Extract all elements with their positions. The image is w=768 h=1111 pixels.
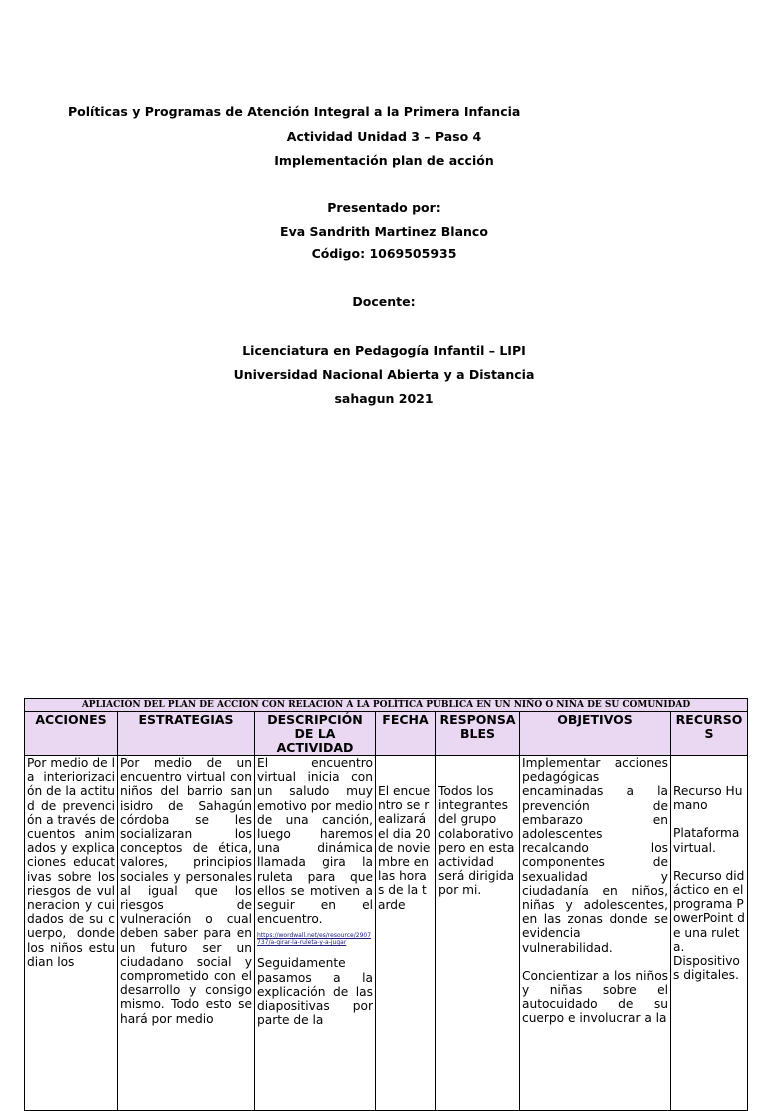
cover-title: Políticas y Programas de Atención Integral a la Primera Infancia xyxy=(68,104,521,119)
author-name: Eva Sandrith Martinez Blanco xyxy=(280,224,488,239)
student-code: Código: 1069505935 xyxy=(311,246,457,261)
responsables-text: Todos los integrantes del grupo colaborativo pero en esta actividad será dirigida por mi. xyxy=(438,784,515,898)
cell-fecha xyxy=(376,756,436,1111)
recursos-text-3: Recurso didáctico en el programa PowerPoint de una ruleta. xyxy=(673,868,745,954)
header-responsables: RESPONSABLES xyxy=(436,712,520,756)
wordwall-link[interactable]: https://wordwall.net/es/resource/2907737/a-girar-la-ruleta-y-a-jugar xyxy=(257,932,372,947)
descripcion-text-2: Seguidamente pasamos a la explicación de las diapositivas por parte de la xyxy=(257,956,373,1028)
cell-objetivos xyxy=(520,756,671,1111)
cell-responsables xyxy=(436,756,520,1111)
cell-descripcion xyxy=(255,756,376,1111)
acciones-text: Por medio de la interiorización de la actitud de prevención a través de cuentos animados y explicaciones educativas sobre los riesgos de vulneracion y cuidados de su cuerpo, donde los niños estudian los xyxy=(27,756,115,969)
recursos-text-1: Recurso Humano xyxy=(673,784,743,813)
fecha-text: El encuentro se realizará el dia 20 de noviembre en las horas de la tarde xyxy=(378,784,431,912)
header-fecha: FECHA xyxy=(376,712,436,756)
table-caption: APLIACIÓN DEL PLAN DE ACCIÓN CON RELACIÓN A LA POLÍTICA PÚBLICA EN UN NIÑO O NIÑA DE SU COMUNIDAD xyxy=(25,699,748,712)
teacher-label: Docente: xyxy=(352,294,416,309)
activity-title: Actividad Unidad 3 – Paso 4 xyxy=(286,129,482,144)
cell-acciones xyxy=(25,756,118,1111)
university-name: Universidad Nacional Abierta y a Distancia xyxy=(233,367,535,382)
descripcion-text-1: El encuentro virtual inicia con un saludo muy emotivo por medio de una canción, luego haremos una dinámica llamada gira la ruleta para que ellos se motiven a seguir en el encuentro. xyxy=(257,756,373,927)
table-row xyxy=(25,756,748,1111)
plan-title: Implementación plan de acción xyxy=(274,153,494,168)
cell-recursos xyxy=(671,756,748,1111)
recursos-text-2: Plataforma virtual. xyxy=(673,826,740,855)
header-objetivos: OBJETIVOS xyxy=(520,712,671,756)
header-acciones: ACCIONES xyxy=(25,712,118,756)
presented-by-label: Presentado por: xyxy=(327,200,441,215)
estrategias-text: Por medio de un encuentro virtual con niños del barrio san isidro de Sahagún córdoba se les socializaran los conceptos de ética, valores, principios sociales y personales al igual que los riesgos de vulneración o cual deben saber para en un futuro ser un ciudadano social y comprometido con el desarrollo y consigo mismo. Todo esto se hará por medio xyxy=(120,756,252,1026)
recursos-text-4: Dispositivos digitales. xyxy=(673,954,740,983)
header-recursos: RECURSOS xyxy=(671,712,748,756)
action-plan-table xyxy=(24,698,748,1111)
program-name: Licenciatura en Pedagogía Infantil – LIPI xyxy=(242,343,526,358)
header-estrategias: ESTRATEGIAS xyxy=(118,712,255,756)
cell-estrategias xyxy=(118,756,255,1111)
objetivos-text-2: Concientizar a los niños y niñas sobre el autocuidado de su cuerpo e involucrar a la xyxy=(522,968,668,1026)
header-descripcion: DESCRIPCIÓN DE LA ACTIVIDAD xyxy=(255,712,376,756)
objetivos-text-1: Implementar acciones pedagógicas encaminadas a la prevención de embarazo en adolescentes recalcando los componentes de sexualidad y ciudadanía en niños, niñas y adolescentes, en las zonas donde se evidencia vulnerabilidad. xyxy=(522,756,668,955)
place-year: sahagun 2021 xyxy=(334,391,434,406)
